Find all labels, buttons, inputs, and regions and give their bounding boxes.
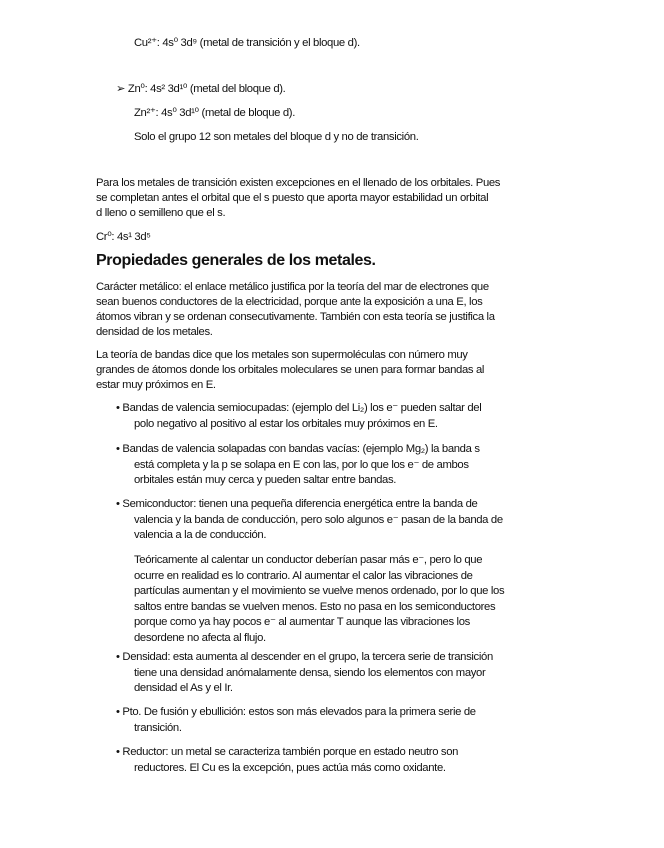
text-line: valencia a la de conducción. [134,529,267,541]
group12-note: Solo el grupo 12 son metales del bloque d y no de transición. [134,131,419,143]
text-line: Teóricamente al calentar un conductor deberían pasar más e⁻, pero lo que [134,554,483,566]
text-line: • Reductor: un metal se caracteriza también porque en estado neutro son [116,746,459,758]
zn0-config-line: ➢ Zn⁰: 4s² 3d¹⁰ (metal del bloque d). [116,83,286,95]
text-line: • Bandas de valencia semiocupadas: (ejemplo del Li₂) los e⁻ pueden saltar del [116,402,482,414]
text-line: saltos entre bandas se vuelven menos. Esto no pasa en los semiconductores [134,600,496,613]
text-line: partículas aumentan y el movimiento se vuelve menos ordenado, por lo que los [134,585,505,597]
text-line: La teoría de bandas dice que los metales son supermoléculas con número muy [96,349,468,361]
text-line: Carácter metálico: el enlace metálico justifica por la teoría del mar de electrones que [96,281,489,293]
text-line: reductores. El Cu es la excepción, pues actúa más como oxidante. [134,761,446,774]
text-line: • Semiconductor: tienen una pequeña diferencia energética entre la banda de [116,498,478,510]
text-line: • Bandas de valencia solapadas con bandas vacías: (ejemplo Mg₂) la banda s [116,443,480,455]
section-heading: Propiedades generales de los metales. [96,252,376,269]
bullet-semiconductor [116,497,566,544]
semiconductor-explanation [134,553,566,646]
text-line: porque como ya hay pocos e⁻ al aumentar T aunque las vibraciones los [134,616,470,628]
text-line: transición. [134,721,182,734]
text-line: sean buenos conductores de la electricidad, porque ante la exposición a una E, los [96,296,483,308]
text-line: grandes de átomos donde los orbitales moleculares se unen para formar bandas al [96,364,485,376]
text-line: densidad el As y el Ir. [134,682,233,694]
cu2-config-line: Cu²⁺: 4s⁰ 3d⁹ (metal de transición y el bloque d). [134,37,360,49]
text-line: d lleno o semilleno que el s. [96,207,226,219]
teoria-bandas-paragraph [96,348,566,393]
text-line: polo negativo al positivo al estar los orbitales muy próximos en E. [134,417,438,430]
bullet-reductor [116,745,566,776]
bullet-fusion-ebullicion [116,705,566,736]
excepciones-paragraph [96,176,566,221]
text-line: • Densidad: esta aumenta al descender en el grupo, la tercera serie de transición [116,651,493,663]
text-line: densidad de los metales. [96,326,213,338]
text-line: tiene una densidad anómalamente densa, siendo los elementos con mayor [134,666,486,679]
bullet-semiocupadas [116,401,566,432]
text-line: se completan antes el orbital que el s puesto que aporta mayor estabilidad un orbital [96,192,489,204]
zn2-config-line: Zn²⁺: 4s⁰ 3d¹⁰ (metal de bloque d). [134,107,296,119]
text-line: está completa y la p se solapa en E con las, por lo que los e⁻ de ambos [134,458,469,471]
text-line: valencia y la banda de conducción, pero solo algunos e⁻ pasan de la banda de [134,513,503,526]
caracter-metalico-paragraph [96,280,566,340]
bullet-solapadas [116,442,566,489]
text-line: desordene no afecta al flujo. [134,631,266,644]
text-line: estar muy próximos en E. [96,379,216,391]
text-line: Para los metales de transición existen excepciones en el llenado de los orbitales. Pues [96,177,501,189]
text-line: ocurre en realidad es lo contrario. Al aumentar el calor las vibraciones de [134,569,473,582]
text-line: átomos vibran y se ordenan consecutivamente. También con esta teoría se justifica la [96,311,495,323]
cr0-config-line: Cr⁰: 4s¹ 3d⁵ [96,231,151,243]
bullet-densidad [116,650,566,697]
text-line: orbitales están muy cerca y pueden saltar entre bandas. [134,474,397,486]
text-line: • Pto. De fusión y ebullición: estos son más elevados para la primera serie de [116,706,476,718]
